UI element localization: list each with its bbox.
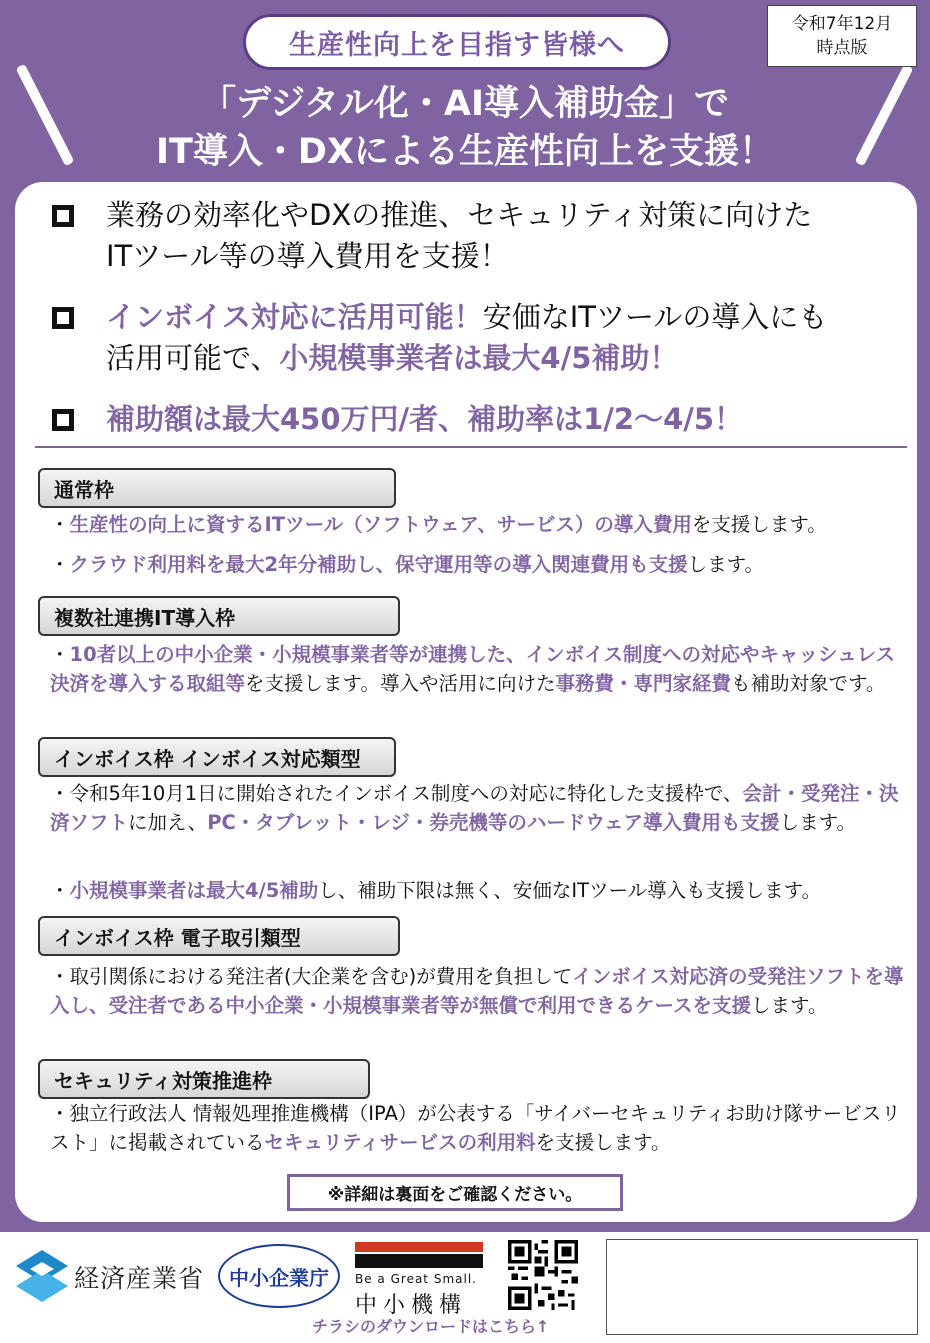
section-label-security — [38, 1059, 370, 1099]
title-line1: 「デジタル化・AI導入補助金」で — [200, 84, 729, 124]
highlight-text: インボイス対応済の受発注ソフトを導入し、受注者である中小企業・小規模事業者等が無償で利用できるケースを支援 — [50, 965, 904, 1017]
note-text: ※詳細は裏面をご確認ください。 — [327, 1185, 583, 1205]
body-text: ・独立行政法人 情報処理推進機構（IPA）が公表する「サイバーセキュリティお助け隊サービスリスト」に掲載されている — [50, 1102, 901, 1154]
meti-name: 経済産業省 — [74, 1264, 205, 1293]
body-text: し、補助下限は無く、安価なITツール導入も支援します。 — [318, 879, 822, 902]
section-normal-item2 — [50, 550, 910, 579]
date-line2: 時点版 — [816, 38, 868, 58]
checkbox-icon — [52, 307, 74, 329]
body-text: ・取引関係における発注者(大企業を含む)が費用を負担して — [50, 965, 573, 988]
bullet-invoice — [52, 297, 892, 379]
chusho-logo — [218, 1244, 340, 1308]
section-label-text: 複数社連携IT導入枠 — [54, 605, 236, 630]
bullet-support-costs — [52, 195, 892, 277]
section-label-text: 通常枠 — [54, 477, 114, 502]
smrj-name: 中小機構 — [355, 1293, 468, 1318]
section-security-item — [50, 1099, 910, 1157]
highlight-text: 事務費・専門家経費 — [555, 672, 731, 695]
bullet2-highlight1: インボイス対応に活用可能！ — [106, 300, 483, 334]
section-e-transaction-item — [50, 962, 910, 1020]
bullet1-line2: ITツール等の導入費用を支援！ — [106, 239, 509, 273]
bullet3-highlight: 補助額は最大450万円/者、補助率は1/2～4/5！ — [106, 402, 744, 436]
qr-code-icon[interactable] — [508, 1240, 578, 1310]
section-invoice-item1 — [50, 779, 910, 837]
highlight-text: 会計・受発注・決済ソフト — [50, 782, 899, 834]
tagline-text: 生産性向上を目指す皆様へ — [289, 29, 625, 61]
body-text: ・令和5年10月1日に開始されたインボイス制度への対応に特化した支援枠で、 — [50, 782, 743, 805]
section-label-text: インボイス枠 電子取引類型 — [54, 925, 301, 950]
title-line2: IT導入・DXによる生産性向上を支援！ — [156, 132, 774, 172]
stamp-area — [606, 1239, 918, 1335]
smrj-logo-bar — [355, 1254, 483, 1268]
body-text: を支援します。 — [535, 1131, 671, 1154]
body-text: を支援します。 — [691, 513, 827, 536]
section-label-text: セキュリティ対策推進枠 — [54, 1068, 272, 1093]
highlight-text: 10者以上の中小企業・小規模事業者等が連携した、インボイス制度への対応やキャッシュレス決済を導入する取組等 — [50, 643, 895, 695]
bullet1-line1: 業務の効率化やDXの推進、セキュリティ対策に向けた — [106, 198, 813, 232]
body-text: します。 — [779, 811, 857, 834]
smrj-tagline: Be a Great Small. — [355, 1272, 477, 1286]
highlight-text: 生産性の向上に資するITツール（ソフトウェア、サービス）の導入費用 — [69, 513, 692, 536]
bullet-dot: ・ — [50, 513, 70, 536]
meti-logo-icon — [14, 1248, 70, 1304]
section-label-multi-company — [38, 596, 400, 636]
section-multi-company-item — [50, 640, 910, 698]
chusho-text: 中小企業庁 — [229, 1265, 329, 1290]
highlight-text: 小規模事業者は最大4/5補助 — [69, 879, 319, 902]
tagline-pill — [243, 14, 671, 70]
section-label-invoice-type — [38, 737, 396, 777]
bullet-dot: ・ — [50, 643, 70, 666]
bullet2-text1: 安価なITツールの導入にも — [482, 300, 828, 334]
bullet-subsidy-amount — [52, 399, 892, 440]
section-label-text: インボイス枠 インボイス対応類型 — [54, 746, 361, 771]
highlight-text: クラウド利用料を最大2年分補助し、保守運用等の導入関連費用も支援 — [69, 553, 688, 576]
bullet2-highlight2: 小規模事業者は最大4/5補助！ — [279, 341, 679, 375]
bullet-dot: ・ — [50, 879, 70, 902]
date-line1: 令和7年12月 — [791, 14, 893, 34]
download-link[interactable]: チラシのダウンロードはこちら↑ — [312, 1317, 550, 1336]
section-invoice-item2 — [50, 876, 910, 905]
see-reverse-note — [287, 1174, 623, 1211]
body-text: に加え、 — [128, 811, 208, 834]
body-text: します。 — [751, 994, 828, 1017]
bullet2-text2: 活用可能で、 — [106, 341, 280, 375]
smrj-logo-bar — [355, 1242, 483, 1252]
main-title — [90, 80, 840, 176]
body-text: も補助対象です。 — [730, 672, 886, 695]
section-label-normal — [38, 468, 396, 508]
highlight-text: セキュリティサービスの利用料 — [264, 1131, 536, 1154]
section-label-e-transaction — [38, 916, 400, 956]
section-divider — [35, 446, 907, 448]
checkbox-icon — [52, 409, 74, 431]
body-text: を支援します。導入や活用に向けた — [245, 672, 556, 695]
highlight-text: PC・タブレット・レジ・券売機等のハードウェア導入費用も支援 — [207, 811, 780, 834]
section-normal-item1 — [50, 510, 910, 539]
date-stamp — [767, 5, 917, 67]
bullet-dot: ・ — [50, 553, 70, 576]
checkbox-icon — [52, 205, 74, 227]
body-text: します。 — [687, 553, 765, 576]
